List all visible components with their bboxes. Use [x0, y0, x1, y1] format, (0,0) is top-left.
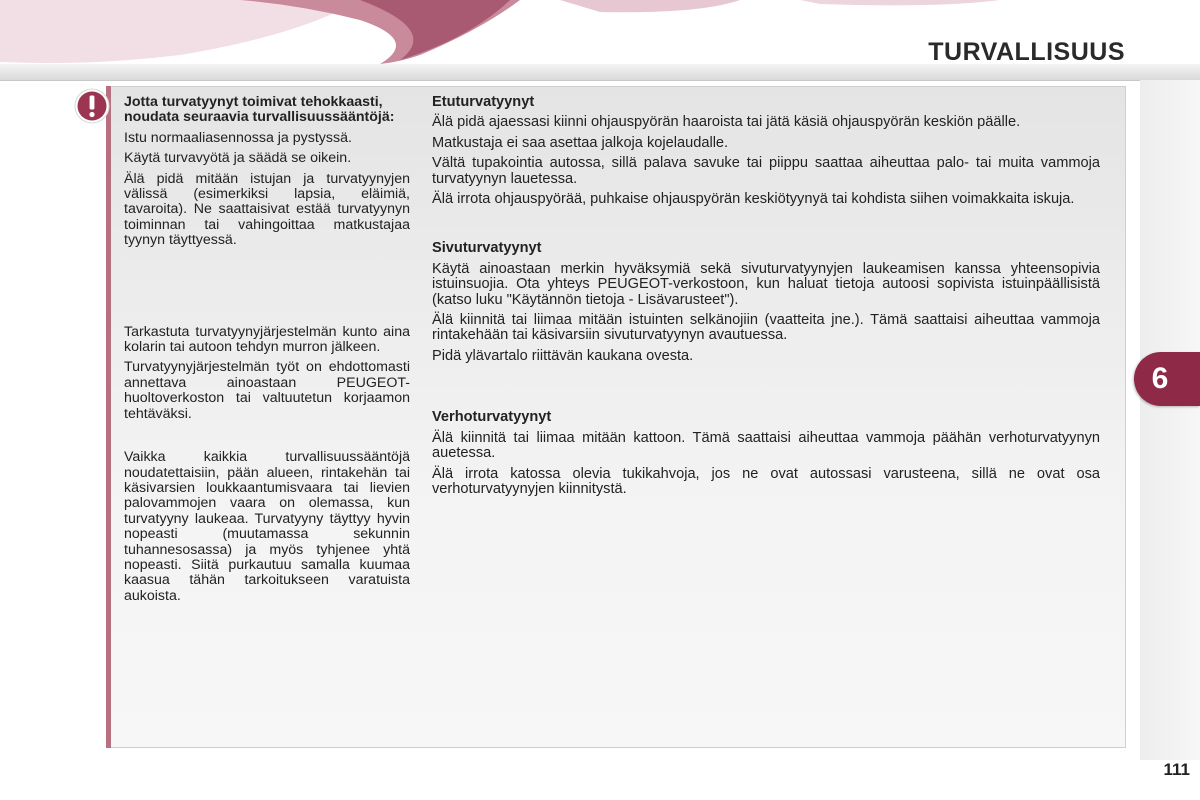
panel-accent-bar [106, 86, 111, 748]
section-front-airbags [432, 95, 1100, 207]
section-paragraph: Vältä tupakointia autossa, sillä palava savuke tai piippu saattaa aiheuttaa palo- tai muita vammoja turvatyynyn lauetessa. [432, 155, 1100, 187]
chapter-tab[interactable] [1134, 352, 1200, 406]
exclamation-warning-icon [74, 88, 110, 124]
section-paragraph: Älä kiinnitä tai liimaa mitään kattoon. Tämä saattaisi aiheuttaa vammoja päähän verhoturvatyynyn auetessa. [432, 429, 1100, 462]
section-heading: Sivuturvatyynyt [432, 240, 542, 257]
section-paragraph: Älä irrota katossa olevia tukikahvoja, jos ne ovat autossasi varusteena, sillä ne ovat osa verhoturvatyynyjen kiinnitystä. [432, 465, 1100, 497]
airbag-sections-column [432, 95, 1100, 502]
section-paragraph: Matkustaja ei saa asettaa jalkoja kojelaudalle. [432, 134, 729, 151]
warning-paragraph: Istu normaaliasennossa ja pystyssä. [124, 129, 352, 146]
right-margin-strip [1140, 80, 1200, 760]
warning-paragraph: Vaikka kaikkia turvallisuussääntöjä noudatettaisiin, pään alueen, rintakehän tai käsivarsien loukkaantumisvaara tai lievien palovammojen vaara on olemassa, kun turvatyyny laukeaa. Turvatyyny täyttyy hyvin nopeasti (muutamassa sekunnin tuhannesosassa) ja myös tyhjenee yhtä nopeasti. Siitä purkautuu samalla kuumaa kaasua tähän tarkoitukseen varatuista aukoista. [124, 449, 410, 604]
warning-paragraph: Turvatyynyjärjestelmän työt on ehdottomasti annettava ainoastaan PEUGEOT-huoltoverkoston tai valtuutetun korjaamon tehtäväksi. [124, 359, 410, 422]
section-paragraph: Pidä ylävartalo riittävän kaukana ovesta. [432, 347, 694, 364]
page-number: 111 [1163, 760, 1190, 779]
section-side-airbags [432, 241, 1100, 364]
warning-paragraph: Käytä turvavyötä ja säädä se oikein. [124, 150, 352, 167]
section-curtain-airbags [432, 410, 1100, 497]
warning-lead: Jotta turvatyynyt toimivat tehokkaasti, noudata seuraavia turvallisuussääntöjä: [124, 94, 395, 126]
section-paragraph: Älä pidä ajaessasi kiinni ohjauspyörän haaroista tai jätä käsiä ohjauspyörän keskiön päälle. [432, 114, 1021, 131]
section-title: TURVALLISUUS [928, 38, 1125, 66]
warning-paragraph: Älä pidä mitään istujan ja turvatyynyjen välissä (esimerkiksi lapsia, eläimiä, tavaroita). Ne saattaisivat estää turvatyynyn toiminnan tai vahingoittaa matkustajaa tyynyn täyttyessä. [124, 170, 410, 249]
section-heading: Etuturvatyynyt [432, 94, 535, 110]
warning-paragraph: Tarkastuta turvatyynyjärjestelmän kunto aina kolarin tai autoon tehdyn murron jälkeen. [124, 323, 410, 356]
chapter-number: 6 [1151, 362, 1169, 395]
section-paragraph: Älä irrota ohjauspyörää, puhkaise ohjauspyörän keskiötyynyä tai kohdista siihen voimakkaita iskuja. [432, 191, 1075, 208]
section-paragraph: Älä kiinnitä tai liimaa mitään istuinten selkänojiin (vaatteita jne.). Tämä saattaisi aiheuttaa vammoja rintakehään tai käsivarsiin sivuturvatyynyn avautuessa. [432, 312, 1100, 344]
warning-column [124, 95, 410, 609]
section-paragraph: Käytä ainoastaan merkin hyväksymiä sekä sivuturvatyynyjen laukeamisen kanssa yhteensopivia istuinsuojia. Ota yhteys PEUGEOT-verkostoon, kun haluat tietoja autoosi sopivista istuinpäällisistä (katso luku "Käytännön tietoja - Lisävarusteet"). [432, 260, 1100, 308]
section-heading: Verhoturvatyynyt [432, 409, 552, 426]
